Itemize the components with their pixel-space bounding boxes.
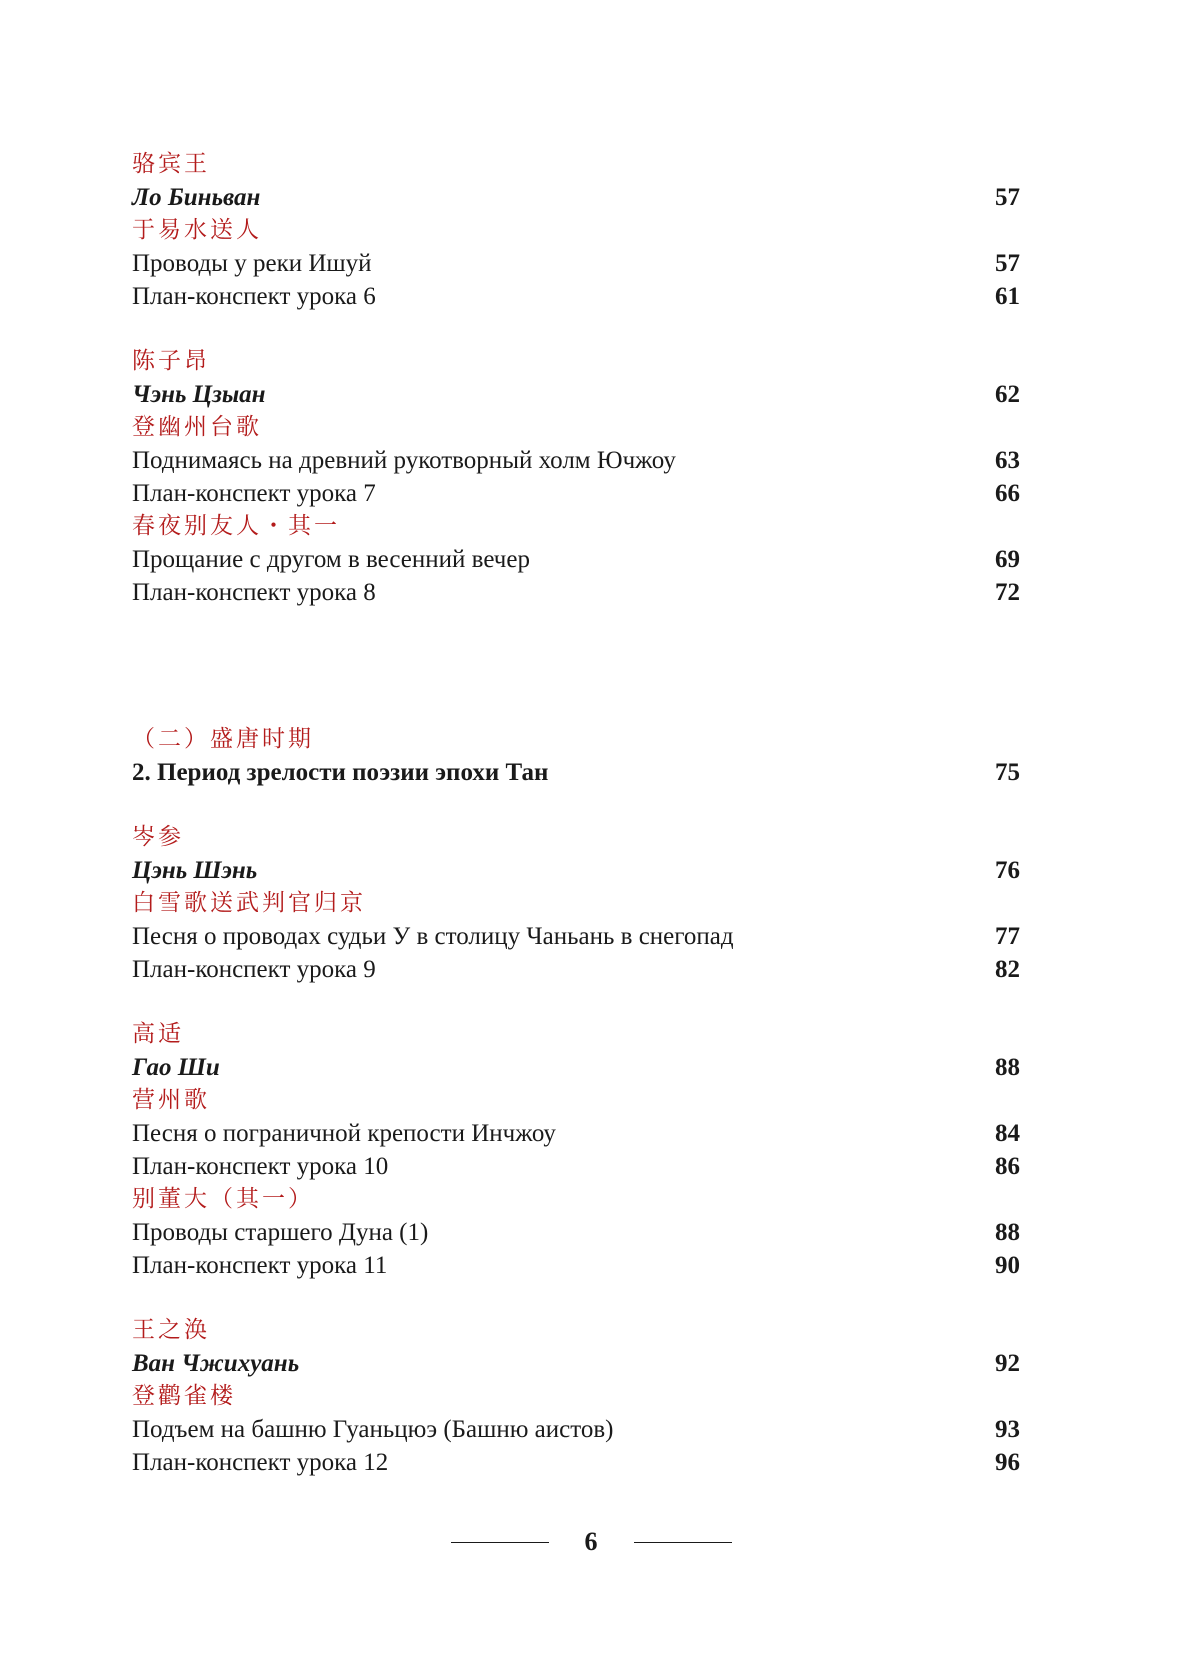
- page-number: 96: [995, 1449, 1020, 1476]
- page-footer: [0, 1524, 1182, 1560]
- author-name: Ван Чжихуань: [132, 1350, 300, 1377]
- footer-rule-right: [634, 1542, 732, 1543]
- footer-rule-left: [451, 1542, 549, 1543]
- poem-title: Песня о пограничной крепости Инчжоу: [132, 1120, 556, 1147]
- page-number-footer: 6: [584, 1527, 598, 1556]
- toc-entry-lesson-plan[interactable]: [132, 1150, 1020, 1183]
- poem-title: Проводы старшего Дуна (1): [132, 1219, 429, 1246]
- poem-chinese-title: 登幽州台歌: [132, 414, 262, 440]
- page-number: 72: [995, 579, 1020, 606]
- toc-entry-author[interactable]: [132, 854, 1020, 887]
- toc-entry-poem[interactable]: [132, 920, 1020, 953]
- page-number: 57: [995, 184, 1020, 211]
- poem-title: Проводы у реки Ишуй: [132, 250, 372, 277]
- toc-entry-lesson-plan[interactable]: [132, 1446, 1020, 1479]
- poem-chinese-title: 登鹳雀楼: [132, 1383, 236, 1409]
- author-chinese-name: 岑参: [132, 824, 184, 850]
- page-number: 92: [995, 1350, 1020, 1377]
- toc-entry-lesson-plan[interactable]: [132, 477, 1020, 510]
- poem-chinese-title: 春夜别友人・其一: [132, 513, 340, 539]
- toc-entry-poem[interactable]: [132, 247, 1020, 280]
- toc-entry-author[interactable]: [132, 1347, 1020, 1380]
- author-chinese-name: 王之涣: [132, 1317, 210, 1343]
- author-chinese-name: 骆宾王: [132, 151, 210, 177]
- toc-entry-poem[interactable]: [132, 1216, 1020, 1249]
- lesson-plan-title: План-конспект урока 8: [132, 579, 376, 606]
- poem-chinese-title: 营州歌: [132, 1087, 210, 1113]
- poem-title: Поднимаясь на древний рукотворный холм Ючжоу: [132, 447, 676, 474]
- toc-entry-author[interactable]: [132, 1051, 1020, 1084]
- lesson-plan-title: План-конспект урока 7: [132, 480, 376, 507]
- toc-entry-lesson-plan[interactable]: [132, 953, 1020, 986]
- section-title: 2. Период зрелости поэзии эпохи Тан: [132, 759, 549, 786]
- page-number: 57: [995, 250, 1020, 277]
- toc-entry-poem[interactable]: [132, 543, 1020, 576]
- page-number: 69: [995, 546, 1020, 573]
- page-number: 66: [995, 480, 1020, 507]
- page-number: 86: [995, 1153, 1020, 1180]
- toc-entry-author[interactable]: [132, 378, 1020, 411]
- page-number: 76: [995, 857, 1020, 884]
- toc-entry-lesson-plan[interactable]: [132, 1249, 1020, 1282]
- author-name: Гао Ши: [132, 1054, 220, 1081]
- lesson-plan-title: План-конспект урока 9: [132, 956, 376, 983]
- author-name: Чэнь Цзыан: [132, 381, 266, 408]
- author-name: Цэнь Шэнь: [132, 857, 258, 884]
- page-number: 88: [995, 1054, 1020, 1081]
- lesson-plan-title: План-конспект урока 6: [132, 283, 376, 310]
- author-name: Ло Биньван: [132, 184, 261, 211]
- poem-title: Песня о проводах судьи У в столицу Чаньань в снегопад: [132, 923, 734, 950]
- author-chinese-name: 陈子昂: [132, 348, 210, 374]
- page-number: 75: [995, 759, 1020, 786]
- page-number: 88: [995, 1219, 1020, 1246]
- page-number: 61: [995, 283, 1020, 310]
- page-number: 82: [995, 956, 1020, 983]
- page-number: 62: [995, 381, 1020, 408]
- toc-entry-lesson-plan[interactable]: [132, 280, 1020, 313]
- poem-chinese-title: 白雪歌送武判官归京: [132, 890, 366, 916]
- lesson-plan-title: План-конспект урока 10: [132, 1153, 389, 1180]
- toc-entry-poem[interactable]: [132, 1117, 1020, 1150]
- author-chinese-name: 高适: [132, 1021, 184, 1047]
- page-number: 90: [995, 1252, 1020, 1279]
- poem-title: Прощание с другом в весенний вечер: [132, 546, 530, 573]
- poem-chinese-title: 于易水送人: [132, 217, 262, 243]
- table-of-contents: [132, 148, 1020, 1479]
- toc-entry-lesson-plan[interactable]: [132, 576, 1020, 609]
- poem-chinese-title: 别董大（其一）: [132, 1186, 314, 1212]
- section-chinese-title: （二）盛唐时期: [132, 726, 314, 752]
- toc-entry-section[interactable]: [132, 756, 1020, 789]
- page-number: 63: [995, 447, 1020, 474]
- lesson-plan-title: План-конспект урока 11: [132, 1252, 388, 1279]
- page-number: 77: [995, 923, 1020, 950]
- page-number: 84: [995, 1120, 1020, 1147]
- toc-entry-poem[interactable]: [132, 444, 1020, 477]
- page-number: 93: [995, 1416, 1020, 1443]
- toc-entry-author[interactable]: [132, 181, 1020, 214]
- lesson-plan-title: План-конспект урока 12: [132, 1449, 389, 1476]
- toc-entry-poem[interactable]: [132, 1413, 1020, 1446]
- poem-title: Подъем на башню Гуаньцюэ (Башню аистов): [132, 1416, 614, 1443]
